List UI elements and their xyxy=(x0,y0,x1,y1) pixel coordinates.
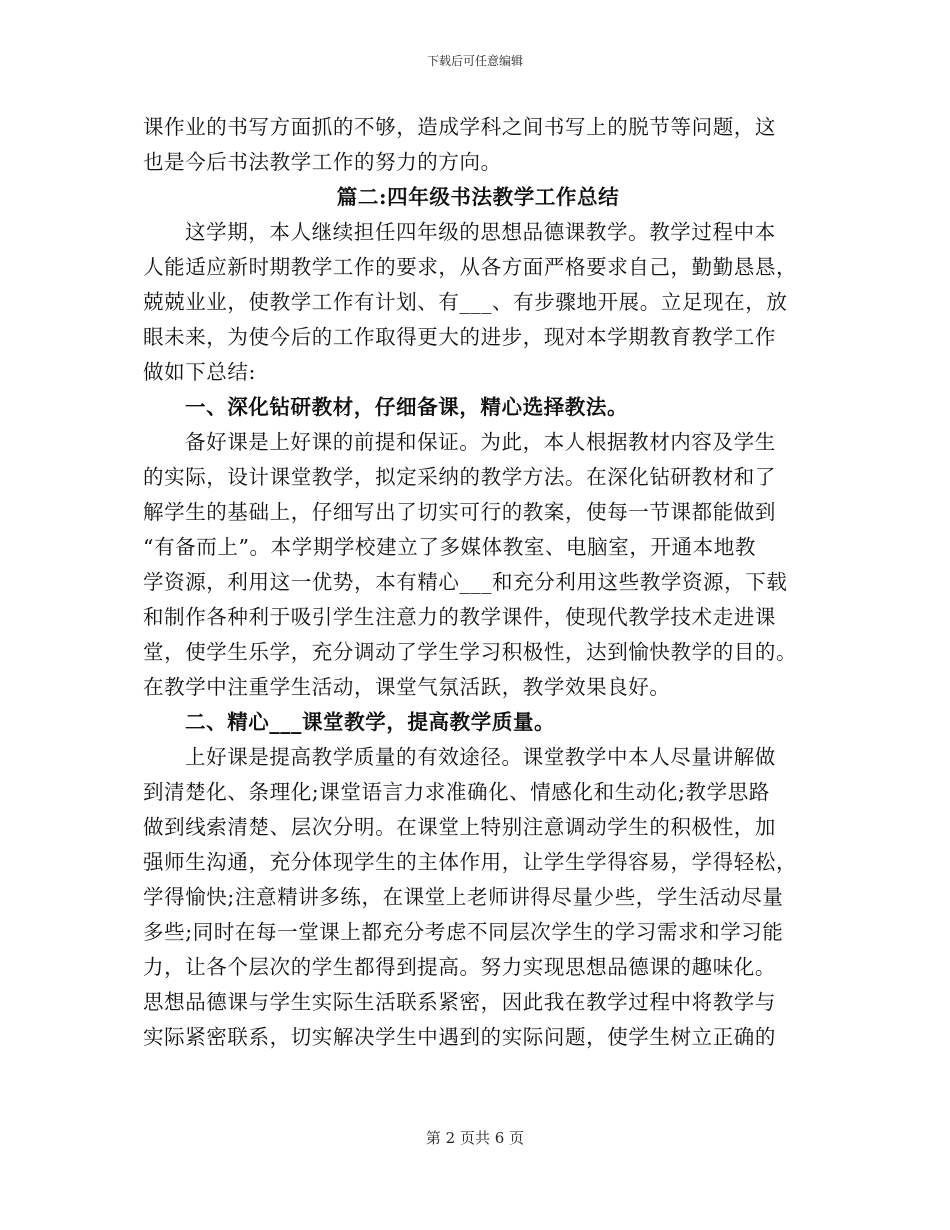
body-line: 多些;同时在每一堂课上都充分考虑不同层次学生的学习需求和学习能 xyxy=(143,920,784,944)
body-line: 实际紧密联系，切实解决学生中遇到的实际问题，使学生树立正确的 xyxy=(143,1025,776,1049)
body-line: 的实际，设计课堂教学，拟定采纳的教学方法。在深化钻研教材和了 xyxy=(143,465,776,489)
body-line: 学得愉快;注意精讲多练，在课堂上老师讲得尽量少些，学生活动尽量 xyxy=(143,885,784,909)
page-footer: 第 2 页共 6 页 xyxy=(425,1129,525,1147)
body-line: 在教学中注重学生活动，课堂气氛活跃，教学效果良好。 xyxy=(143,675,671,699)
body-line: 做到线索清楚、层次分明。在课堂上特别注意调动学生的积极性，加 xyxy=(143,815,776,839)
body-line: 这学期，本人继续担任四年级的思想品德课教学。教学过程中本 xyxy=(185,220,776,244)
body-line: 备好课是上好课的前提和保证。为此，本人根据教材内容及学生 xyxy=(185,430,776,454)
body-line: 人能适应新时期教学工作的要求，从各方面严格要求自己，勤勤恳恳， xyxy=(143,255,798,279)
body-line: 力，让各个层次的学生都得到提高。努力实现思想品德课的趣味化。 xyxy=(143,955,776,979)
body-line: 也是今后书法教学工作的努力的方向。 xyxy=(143,150,502,174)
body-line: 上好课是提高教学质量的有效途径。课堂教学中本人尽量讲解做 xyxy=(185,745,776,769)
body-line: 课作业的书写方面抓的不够，造成学科之间书写上的脱节等问题，这 xyxy=(143,115,776,139)
subheading-2: 二、精心___课堂教学，提高教学质量。 xyxy=(185,710,556,734)
body-line: 思想品德课与学生实际生活联系紧密，因此我在教学过程中将教学与 xyxy=(143,990,776,1014)
body-line: 堂，使学生乐学，充分调动了学生学习积极性，达到愉快教学的目的。 xyxy=(143,640,798,664)
page-header: 下载后可任意编辑 xyxy=(426,54,523,68)
body-line: 强师生沟通，充分体现学生的主体作用，让学生学得容易，学得轻松， xyxy=(143,850,798,874)
document-body xyxy=(143,110,813,1055)
body-line: 眼未来，为使今后的工作取得更大的进步，现对本学期教育教学工作 xyxy=(143,325,776,349)
section-title: 篇二:四年级书法教学工作总结 xyxy=(336,185,620,209)
body-line: 兢兢业业，使教学工作有计划、有___、有步骤地开展。立足现在，放 xyxy=(143,290,788,314)
body-line: 学资源，利用这一优势，本有精心___和充分利用这些教学资源，下载 xyxy=(143,570,788,594)
body-line: 到清楚化、条理化;课堂语言力求准确化、情感化和生动化;教学思路 xyxy=(143,780,770,804)
body-line: “有备而上”。本学期学校建立了多媒体教室、电脑室，开通本地教 xyxy=(143,535,756,559)
body-line: 和制作各种利于吸引学生注意力的教学课件，使现代教学技术走进课 xyxy=(143,605,776,629)
subheading-1: 一、深化钻研教材，仔细备课，精心选择教法。 xyxy=(185,395,629,419)
body-line: 解学生的基础上，仔细写出了切实可行的教案，使每一节课都能做到 xyxy=(143,500,776,524)
body-line: 做如下总结: xyxy=(143,360,257,384)
